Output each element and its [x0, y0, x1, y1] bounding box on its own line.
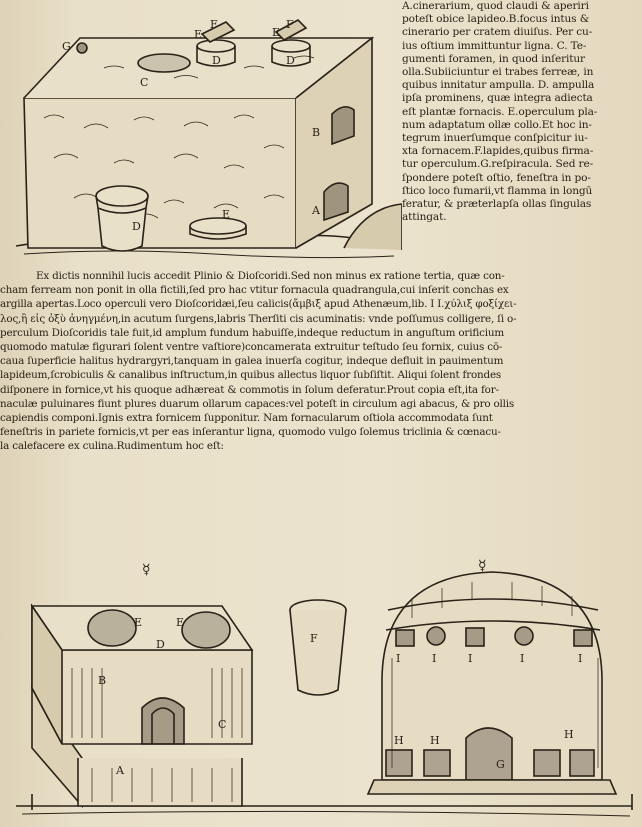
furnace-illustration-2 [12, 558, 636, 820]
body-line: naculæ puluinares fiunt plures duarum ollarum capaces:vel poteſt in circulum agi abacus, & pro ollis [0, 397, 515, 410]
furnace-woodcut-top [14, 8, 402, 264]
caption-line: quibus innitatur ampulla. D. ampulla [402, 79, 595, 92]
label-A: A [312, 204, 320, 217]
caption-line: feratur, & præterlapſa ollas ſingulas [402, 198, 592, 211]
figure-caption [402, 0, 638, 224]
label-C: C [218, 718, 227, 731]
label-H3: H [564, 728, 574, 741]
caption-line: ſtico loco fumarii,vt flamma in longū [402, 184, 593, 197]
label-I1: I [396, 652, 401, 665]
label-I3: I [468, 652, 473, 665]
label-E3: E [222, 208, 231, 221]
label-F: F [310, 632, 318, 645]
label-C: C [140, 76, 149, 89]
body-line: perculum Dioſcoridis tale fuit,id amplum fundum habuiſſe,indeque reductum in anguſtum orificium [0, 326, 504, 339]
label-F2: F [286, 18, 294, 31]
body-line: λος,ἢ εἰς ὀξὺ ἀνηγμένη,in acutum ſurgens,labris Therſiti cis acuminatis: vnde poſſumus colligere, ſi o- [0, 312, 517, 325]
label-G: G [496, 758, 505, 771]
caption-line: ius oſtium immittuntur ligna. C. Te- [402, 39, 587, 52]
body-line: Ex dictis nonnihil lucis accedit Plinio & Dioſcoridi.Sed non minus ex ratione tertia, quæ con- [36, 270, 505, 282]
label-H2: H [430, 734, 440, 747]
caption-line: cinerario per cratem diuiſus. Per cu- [402, 26, 593, 39]
body-line: feneſtris in pariete fornicis,vt per eas inſerantur ligna, quomodo vulgo ſolemus triclinia & cœnacu- [0, 426, 501, 439]
caption-line: num adaptatum ollæ collo.Et hoc in- [402, 118, 592, 131]
caption-line: ſpondere poteſt oſtio, feneſtra in po- [402, 171, 591, 184]
body-line: la calefacere ex culina.Rudimentum hoc eſt: [0, 440, 224, 453]
caption-line: xta fornacem.F.lapides,quibus firma- [402, 145, 594, 158]
body-line: argilla apertas.Loco operculi vero Dioſcoridæi,ſeu calicis(ἄμβιξ apud Athenæum,lib. I I.χύλιξ φοξίχει- [0, 298, 517, 311]
caption-line: attingat. [402, 211, 447, 224]
label-D1: D [212, 54, 221, 67]
main-paragraph [0, 269, 642, 454]
body-line: cham ferream non ponit in olla fictili,ſed pro hac vtitur fornacula quadrangula,cui inſerit conchas ex [0, 284, 509, 297]
body-line: capiendis componi.Ignis extra fornicem ſupponitur. Nam fornacularum oſtiola accommodata ſunt [0, 412, 493, 425]
mercury-symbol-dome: ☿ [478, 558, 487, 574]
body-line: caua ſuperficie halitus hydrargyri,tanquam in galea inuerſa cogitur, indeque defluit in pauimentum [0, 355, 504, 368]
mercury-symbol-left: ☿ [142, 562, 151, 578]
body-line: diſponere in fornice,vt his quoque adhæreat & commotis in ſolum deferatur.Prout copia eſt,ita for- [0, 383, 499, 396]
label-H1: H [394, 734, 404, 747]
label-E2: E [176, 616, 185, 629]
caption-line: ipſa prominens, quæ integra adiecta [402, 92, 593, 105]
caption-line: tegrum inuerſumque conſpicitur iu- [402, 132, 588, 145]
label-B: B [312, 126, 321, 139]
label-I4: I [520, 652, 525, 665]
caption-line: tur operculum.G.reſpiracula. Sed re- [402, 158, 594, 171]
label-F1: F [210, 18, 218, 31]
label-I5: I [578, 652, 583, 665]
caption-line: A.cinerarium, quod claudi & aperiri [402, 0, 589, 12]
label-D3: D [132, 220, 141, 233]
caption-line: eſt plantæ fornacis. E.operculum pla- [402, 105, 598, 118]
label-E1: E [134, 616, 143, 629]
furnace-illustration-1 [14, 8, 402, 264]
body-line: lapideum,ſcrobiculis & canalibus inſtructum,in quibus allectus liquor ſubſiſtit. Aliqui ſolent frondes [0, 369, 502, 382]
label-I2: I [432, 652, 437, 665]
caption-line: olla.Subiiciuntur ei trabes ferreæ, in [402, 66, 594, 79]
furnace-woodcut-bottom [12, 558, 636, 820]
caption-line: gumenti foramen, in quod inſeritur [402, 52, 585, 65]
label-E1: E [194, 28, 203, 41]
caption-line: poteſt obice lapideo.B.focus intus & [402, 13, 589, 26]
label-A: A [116, 764, 124, 777]
label-B: B [98, 674, 107, 687]
label-G: G [62, 40, 71, 53]
body-line: quomodo matulæ figurari ſolent ventre vaſtiore)concamerata extruitur teſtudo ſeu fornix, cuius cō- [0, 341, 503, 354]
label-E2: E [272, 26, 281, 39]
label-D2: D [286, 54, 295, 67]
label-D: D [156, 638, 165, 651]
